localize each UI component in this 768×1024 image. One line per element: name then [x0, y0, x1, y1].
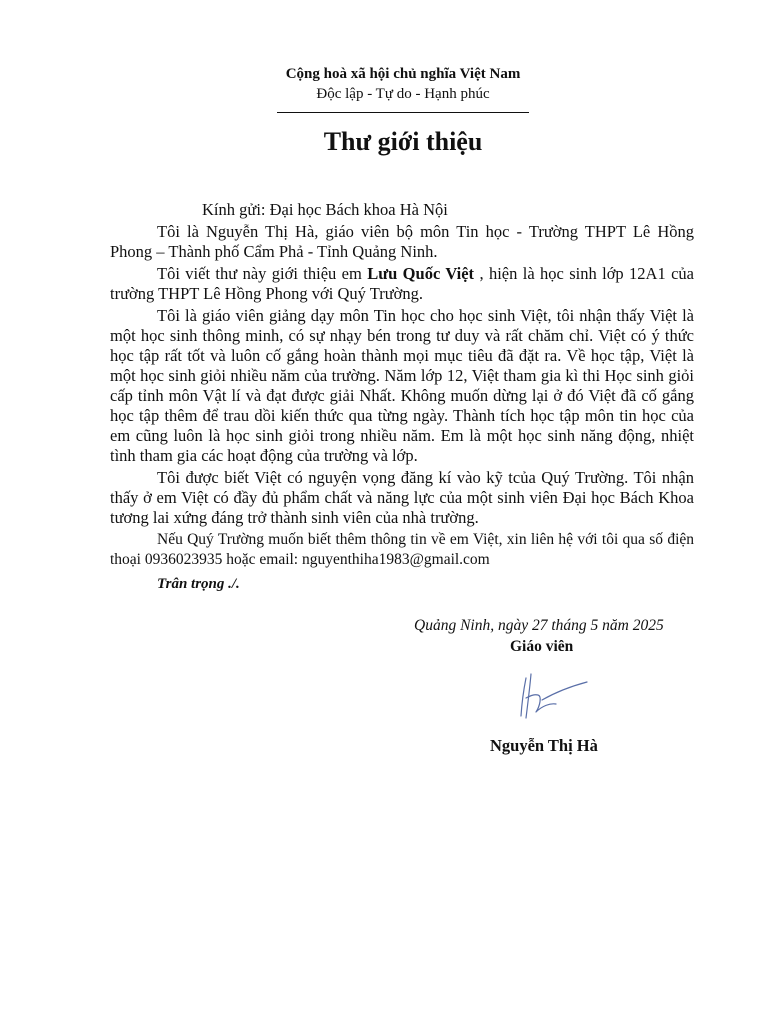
closing-line: Trân trọng ./.	[157, 576, 240, 592]
paragraph-student	[110, 264, 694, 304]
place-date: Quảng Ninh, ngày 27 tháng 5 năm 2025	[414, 617, 664, 634]
letter-body	[110, 200, 694, 594]
nation-name: Cộng hoà xã hội chủ nghĩa Việt Nam	[285, 66, 521, 82]
signer-name: Nguyễn Thị Hà	[490, 736, 598, 755]
paragraph-contact: Nếu Quý Trường muốn biết thêm thông tin về em Việt, xin liên hệ với tôi qua số điện thoại 0936023935 hoặc email: nguyenthiha1983@gmail.com	[110, 531, 694, 568]
paragraph-student-tail: , hiện là học sinh lớp 12A1 của trường THPT Lê Hồng Phong với Quý Trường.	[110, 264, 694, 303]
signature-title: Giáo viên	[510, 638, 574, 655]
paragraph-recommendation: Tôi được biết Việt có nguyện vọng đăng kí vào kỹ tcủa Quý Trường. Tôi nhận thấy ở em Việt có đầy đủ phẩm chất và năng lực của một sinh viên Đại học Bách Khoa tương lai xứng đáng trở thành sinh viên của nhà trường.	[110, 468, 694, 527]
signature-drawing	[512, 670, 592, 724]
paragraph-introduction: Tôi là Nguyễn Thị Hà, giáo viên bộ môn Tin học - Trường THPT Lê Hồng Phong – Thành phố Cẩm Phả - Tỉnh Quảng Ninh.	[110, 222, 694, 261]
header-underline	[277, 112, 529, 113]
paragraph-assessment: Tôi là giáo viên giảng dạy môn Tin học cho học sinh Việt, tôi nhận thấy Việt là một học sinh thông minh, có sự nhạy bén trong tư duy và rất chăm chỉ. Việt có ý thức học tập rất tốt và luôn cố gắng hoàn thành mọi mục tiêu đã đặt ra. Về học tập, Việt là một học sinh giỏi nhiều năm của trường. Năm lớp 12, Việt tham gia kì thi Học sinh giỏi cấp tỉnh môn Vật lí và đạt được giải Nhất. Không muốn dừng lại ở đó Việt đã cố gắng học tập thêm để trau dồi kiến thức qua từng ngày. Thành tích học tập môn tin học của em cũng luôn là học sinh giỏi trong nhiều năm. Em là một học sinh năng động, nhiệt tình tham gia các hoạt động của trường và lớp.	[110, 306, 694, 465]
national-motto: Độc lập - Tự do - Hạnh phúc	[316, 86, 490, 102]
letter-title: Thư giới thiệu	[323, 127, 483, 156]
paragraph-student-lead: Tôi viết thư này giới thiệu em	[157, 264, 368, 283]
recipient-line: Kính gửi: Đại học Bách khoa Hà Nội	[202, 200, 448, 219]
handwritten-signature	[512, 670, 592, 729]
national-header	[0, 64, 768, 113]
student-name: Lưu Quốc Việt	[367, 264, 475, 283]
